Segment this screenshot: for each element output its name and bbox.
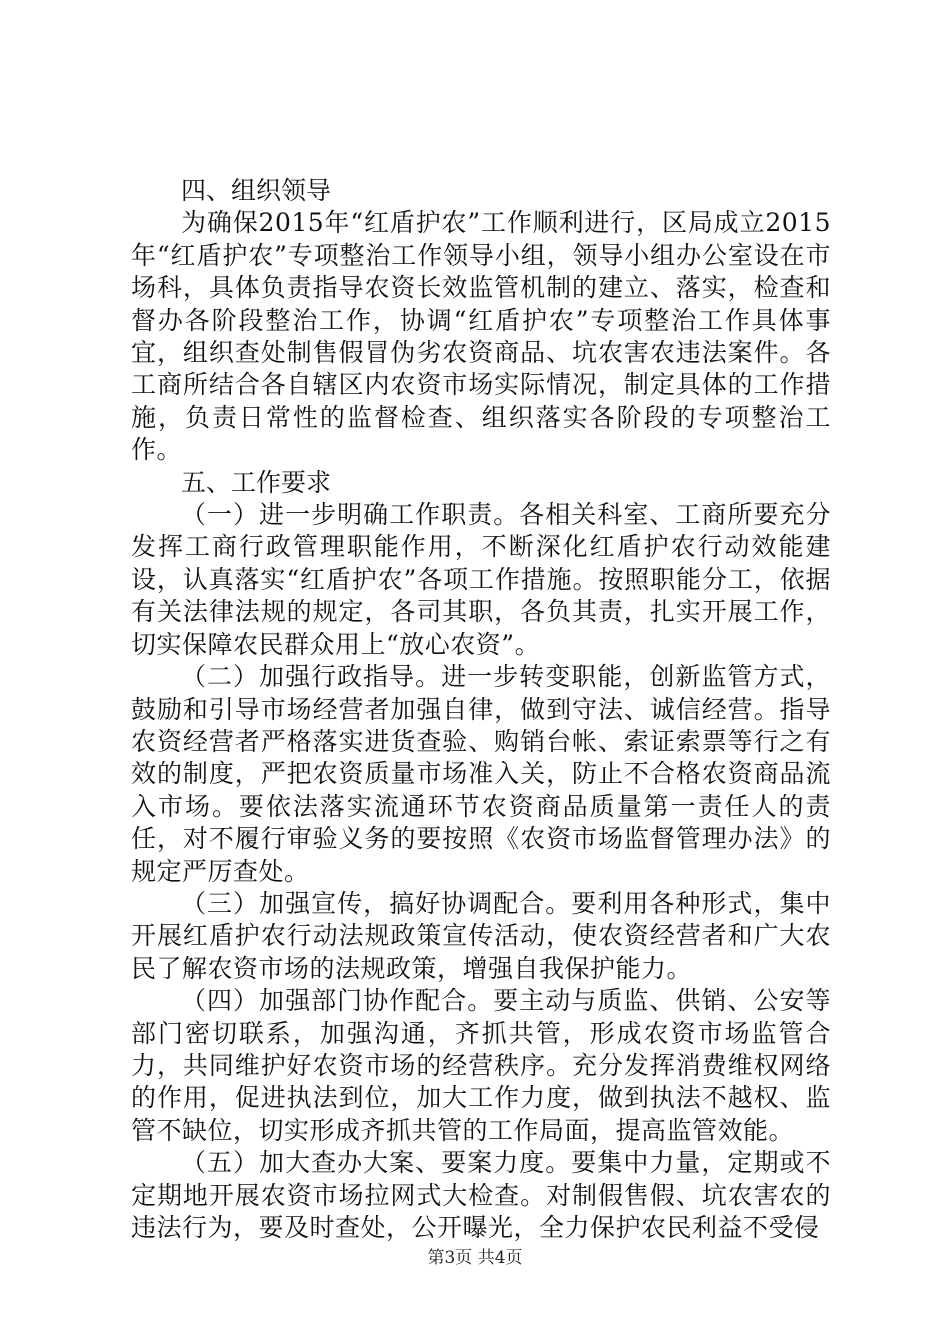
- paragraph-requirement-4: （四）加强部门协作配合。要主动与质监、供销、公安等部门密切联系，加强沟通，齐抓共管，形成农资市场监管合力，共同维护好农资市场的经营秩序。充分发挥消费维权网络的作用，促进执法到位，加大工作力度，做到执法不越权、监管不缺位，切实形成齐抓共管的工作局面，提高监管效能。: [131, 986, 831, 1145]
- paragraph-requirement-1: （一）进一步明确工作职责。各相关科室、工商所要充分发挥工商行政管理职能作用，不断深化红盾护农行动效能建设，认真落实“红盾护农”各项工作措施。按照职能分工，依据有关法律法规的规定，各司其职，各负其责，扎实开展工作，切实保障农民群众用上“放心农资”。: [131, 500, 831, 659]
- paragraph-requirement-3: （三）加强宣传，搞好协调配合。要利用各种形式，集中开展红盾护农行动法规政策宣传活动，使农资经营者和广大农民了解农资市场的法规政策，增强自我保护能力。: [131, 888, 831, 983]
- section-heading-requirements: 五、工作要求: [181, 467, 332, 497]
- page-number-label: 第3页 共4页: [427, 1248, 523, 1268]
- paragraph-requirement-2: （二）加强行政指导。进一步转变职能，创新监管方式，鼓励和引导市场经营者加强自律，做到守法、诚信经营。指导农资经营者严格落实进货查验、购销台帐、索证索票等行之有效的制度，严把农资质量市场准入关，防止不合格农资商品流入市场。要依法落实流通环节农资商品质量第一责任人的责任，对不履行审验义务的要按照《农资市场监督管理办法》的规定严厉查处。: [131, 662, 831, 886]
- paragraph-requirement-5: （五）加大查办大案、要案力度。要集中力量，定期或不定期地开展农资市场拉网式大检查。对制假售假、坑农害农的违法行为，要及时查处，公开曝光，全力保护农民利益不受侵: [131, 1148, 831, 1242]
- paragraph-organization: 为确保2015年“红盾护农”工作顺利进行，区局成立2015年“红盾护农”专项整治工作领导小组，领导小组办公室设在市场科，具体负责指导农资长效监管机制的建立、落实，检查和督办各阶段整治工作，协调“红盾护农”专项整治工作具体事宜，组织查处制售假冒伪劣农资商品、坑农害农违法案件。各工商所结合各自辖区内农资市场实际情况，制定具体的工作措施，负责日常性的监督检查、组织落实各阶段的专项整治工作。: [131, 208, 831, 465]
- document-body: [131, 175, 831, 1244]
- section-heading-organization: 四、组织领导: [181, 176, 332, 205]
- page-footer: [0, 1243, 950, 1268]
